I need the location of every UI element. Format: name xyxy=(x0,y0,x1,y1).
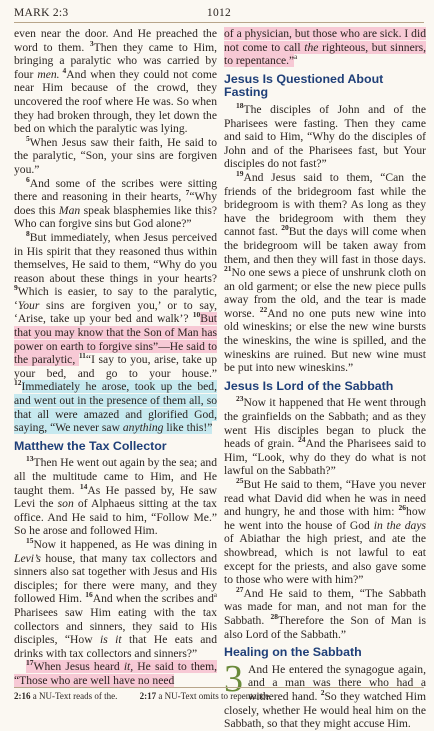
italic-text: in the days xyxy=(373,518,427,532)
highlighted-text-pink: righteous, but sinners, to repentance.” xyxy=(224,40,426,68)
verse-paragraph xyxy=(14,133,217,177)
section-heading: Jesus Is Questioned About Fasting xyxy=(224,71,384,100)
highlighted-text-pink: But that you may know that the Son of Man has power on earth to forgive sins”—He said to the paralytic, xyxy=(14,312,217,367)
verse-text: And He said to them, “The Sabbath was made for man, and not man for the Sabbath. xyxy=(224,586,426,627)
verse-text: “I say to you, arise, take up your bed, and go to your house.” xyxy=(14,353,217,380)
verse-paragraph xyxy=(224,171,426,375)
verse-text: that He eats and drinks with tax collectors and sinners?” xyxy=(14,633,217,660)
verse-text: And He entered the synagogue again, and a man was there who had a withered hand. xyxy=(248,662,426,703)
verse-text: And no one puts new wine into old wineskins; or else the new wine bursts the wineskins, the wine is spilled, and the wineskins are ruined. But new wine must be put into new wineskins.” xyxy=(224,306,426,375)
verse-number: 19 xyxy=(236,169,244,179)
verse-number: 6 xyxy=(26,174,30,184)
verse-paragraph xyxy=(14,660,217,687)
verse-text: And some of the scribes were sitting there and reasoning in their hearts, xyxy=(14,176,217,204)
verse-number: 14 xyxy=(79,481,88,491)
italic-text: son xyxy=(57,497,74,511)
verse-paragraph xyxy=(14,456,217,538)
verse-number: 7 xyxy=(185,188,190,198)
footnotes xyxy=(14,687,424,701)
verse-text: But the days will come when the bridegroom will be taken away from them, and then they will fast in those days. xyxy=(224,225,426,266)
verse-paragraph xyxy=(14,27,217,136)
chapter-number: 3 xyxy=(224,657,243,700)
verse-text: Now it happened, as He was dining in xyxy=(33,537,217,551)
right-column xyxy=(224,27,426,731)
verse-number: 17 xyxy=(26,658,34,668)
verse-text: “Why does this xyxy=(14,190,217,217)
italic-text: anything xyxy=(122,421,164,435)
verse-text: of Alphaeus sitting at the tax office. And He said to him, “Follow Me.” So he arose and followed Him. xyxy=(14,497,217,538)
verse-paragraph xyxy=(14,174,217,231)
verse-number: 3 xyxy=(89,38,94,48)
left-column xyxy=(14,27,217,688)
verse-text: Then He went out again by the sea; and all the multitude came to Him, and He taught them. xyxy=(14,456,218,497)
verse-paragraph xyxy=(224,103,426,171)
italic-text: the xyxy=(304,40,319,54)
highlighted-text-pink: When Jesus heard xyxy=(33,660,124,674)
verse-text: And when they could not come near Him because of the crowd, they uncovered the roof where He was. So when they had broken through, they let down the bed on which the paralytic was lying. xyxy=(14,67,218,136)
section-heading: Jesus Is Lord of the Sabbath xyxy=(224,378,394,393)
footnote-marker[interactable]: a xyxy=(294,53,298,62)
verse-text: As He passed by, He saw Levi the xyxy=(14,483,218,511)
verse-text: And Jesus said to them, “Can the friends of the bridegroom fast while the bridegroom is with them? As long as they have the bridegroom with them they cannot fast. xyxy=(224,170,426,239)
italic-text: Man xyxy=(58,203,81,217)
verse-number: 8 xyxy=(26,229,30,239)
page-number: 1012 xyxy=(206,7,232,19)
page-header xyxy=(14,6,424,23)
verse-number: 13 xyxy=(26,454,34,464)
italic-text: it, xyxy=(123,660,134,674)
verse-number: 21 xyxy=(224,264,232,274)
verse-text: Then they came to Him, bringing a paralytic who was carried by four xyxy=(14,40,217,81)
highlighted-text-blue: like this!” xyxy=(163,421,213,435)
verse-paragraph xyxy=(224,478,426,587)
footnote-reference: 2:17 xyxy=(139,691,157,701)
verse-number: 2 xyxy=(320,688,325,698)
verse-paragraph xyxy=(14,231,217,435)
highlighted-text-pink: He said to them, “Those who are well have no need xyxy=(14,660,217,687)
verse-number: 20 xyxy=(281,223,289,233)
verse-text: of Abiathar the high priest, and ate the showbread, which is not lawful to eat except for the priests, and also gave some to those who were with him?” xyxy=(224,532,426,587)
verse-text: But He said to them, “Have you never read what David did when he was in need and hungry, he and those with him: xyxy=(224,478,426,519)
verse-text: Which is easier, to say to the paralytic, ‘ xyxy=(14,285,217,312)
footnote xyxy=(14,691,127,701)
verse-text: Therefore the Son of Man is also Lord of the Sabbath.” xyxy=(224,613,426,641)
verse-text: house, that many tax collectors and sinners also sat together with Jesus and His disciples; for there were many, and they followed Him. xyxy=(14,551,217,606)
italic-text: Levi’s xyxy=(14,551,41,565)
footnote-marker[interactable]: a xyxy=(213,591,217,600)
verse-number: 28 xyxy=(270,612,279,622)
verse-paragraph xyxy=(224,584,426,641)
verse-text: sins are forgiven you,’ or to say, ‘Arise, take up your bed and walk’? xyxy=(14,298,217,326)
section-heading: Healing on the Sabbath xyxy=(224,645,362,660)
verse-text: And when the scribes and xyxy=(92,592,214,606)
verse-number: 23 xyxy=(236,394,244,404)
italic-text: is it xyxy=(100,633,122,647)
verse-number: 24 xyxy=(297,435,306,445)
verse-number: 18 xyxy=(236,101,244,111)
italic-text: Your xyxy=(17,298,40,312)
verse-number: 5 xyxy=(26,133,30,143)
verse-number: 25 xyxy=(236,476,244,486)
italic-text: men. xyxy=(37,67,60,81)
verse-paragraph xyxy=(224,396,426,478)
verse-paragraph xyxy=(14,538,217,660)
verse-number: 12 xyxy=(14,378,22,388)
verse-text: Now it happened that He went through the grainfields on the Sabbath; and as they went His disciples began to pluck the heads of grain. xyxy=(224,396,426,451)
section-heading: Matthew the Tax Collector xyxy=(14,438,167,453)
verse-text: So they watched Him closely, whether He would heal him on the Sabbath, so that they might accuse Him. xyxy=(224,689,426,731)
verse-text: And the Pharisees said to Him, “Look, why do they do what is not lawful on the Sabbath?” xyxy=(224,437,426,478)
footnote-reference: 2:16 xyxy=(14,691,31,701)
verse-text: how he went into the house of God xyxy=(224,505,426,532)
book-chapter-reference: MARK 2:3 xyxy=(14,7,69,19)
verse-text: speak blasphemies like this? Who can forgive sins but God alone?” xyxy=(14,203,217,231)
verse-text: The disciples of John and of the Pharisees were fasting. Then they came and said to Him, “Why do the disciples of John and of the Pharisees fast, but Your disciples do not fast?” xyxy=(224,102,426,171)
verse-number: 26 xyxy=(398,503,407,513)
highlighted-text-pink: of a physician, but those who are sick. I did not come to call xyxy=(224,27,426,54)
verse-number: 15 xyxy=(26,536,34,546)
verse-number: 11 xyxy=(78,351,86,361)
verse-text: even near the door. And He preached the word to them. xyxy=(14,27,217,54)
verse-number: 10 xyxy=(192,310,201,320)
footnote-text: a NU-Text reads of the. xyxy=(30,691,118,701)
footnote-text: a NU-Text omits to repentance. xyxy=(156,691,272,701)
highlighted-text-blue: Immediately he arose, took up the bed, and went out in the presence of them all, so that all were amazed and glorified God, saying, “We never saw xyxy=(14,380,217,435)
verse-number: 4 xyxy=(59,65,67,75)
verse-paragraph xyxy=(224,27,426,68)
verse-text: No one sews a piece of unshrunk cloth on an old garment; or else the new piece pulls away from the old, and the tear is made worse. xyxy=(224,266,426,320)
verse-number: 16 xyxy=(85,590,93,600)
footnote xyxy=(140,691,282,701)
verse-text: Pharisees saw Him eating with the tax collectors and sinners, they said to His disciples, “How xyxy=(14,605,217,647)
verse-number: 9 xyxy=(14,283,18,293)
verse-text: But immediately, when Jesus perceived in His spirit that they reasoned thus within themselves, He said to them, “Why do you reason about these things in your hearts? xyxy=(14,230,217,285)
verse-text: When Jesus saw their faith, He said to the paralytic, “Son, your sins are forgiven you.” xyxy=(14,135,217,176)
verse-number: 27 xyxy=(236,584,244,594)
verse-number: 22 xyxy=(259,305,268,315)
